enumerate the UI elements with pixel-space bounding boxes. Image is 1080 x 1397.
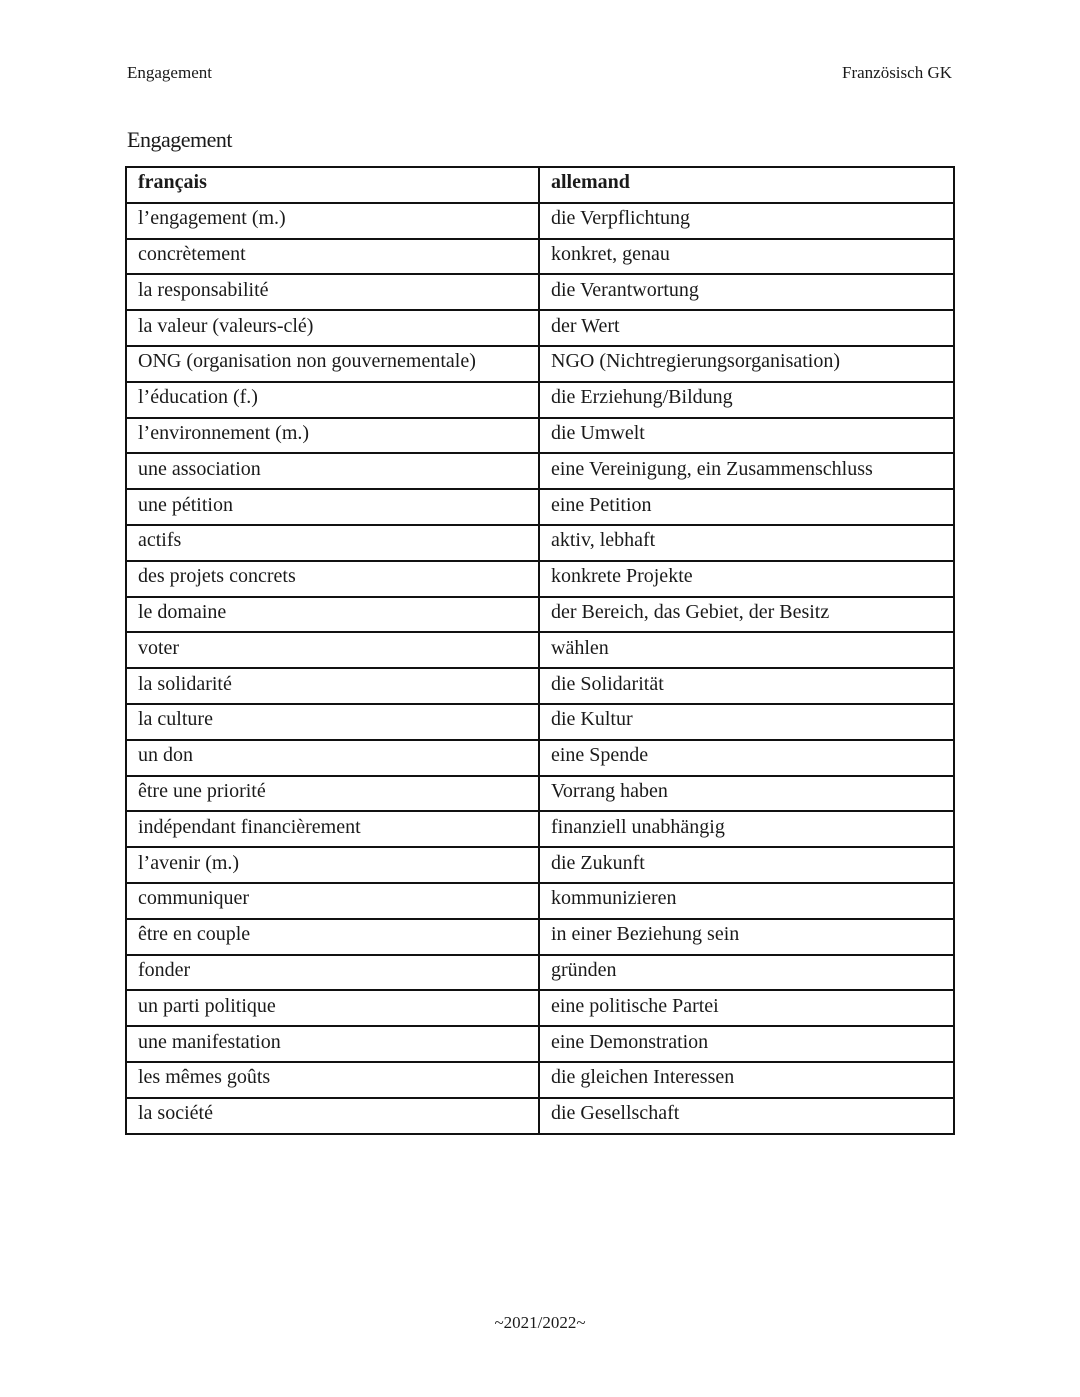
french-term: la société [126, 1098, 539, 1134]
table-row [126, 274, 954, 310]
german-translation: die Solidarität [539, 668, 954, 704]
french-term: être en couple [126, 919, 539, 955]
table-header-row [126, 167, 954, 203]
french-term: un parti politique [126, 990, 539, 1026]
table-row [126, 990, 954, 1026]
german-translation: eine Vereinigung, ein Zusammenschluss [539, 453, 954, 489]
french-term: des projets concrets [126, 561, 539, 597]
table-row [126, 346, 954, 382]
table-row [126, 1098, 954, 1134]
column-header-french: français [126, 167, 539, 203]
table-row [126, 632, 954, 668]
german-translation: wählen [539, 632, 954, 668]
german-translation: kommunizieren [539, 883, 954, 919]
table-row [126, 668, 954, 704]
french-term: communiquer [126, 883, 539, 919]
table-row [126, 239, 954, 275]
document-title: Engagement [127, 127, 232, 152]
german-translation: die gleichen Interessen [539, 1062, 954, 1098]
table-row [126, 203, 954, 239]
german-translation: Vorrang haben [539, 776, 954, 812]
french-term: le domaine [126, 597, 539, 633]
table-row [126, 740, 954, 776]
french-term: ONG (organisation non gouvernementale) [126, 346, 539, 382]
french-term: la valeur (valeurs-clé) [126, 310, 539, 346]
french-term: actifs [126, 525, 539, 561]
page-header-right: Französisch GK [841, 63, 952, 82]
vocabulary-table [125, 166, 955, 1135]
german-translation: die Verpflichtung [539, 203, 954, 239]
german-translation: eine Demonstration [539, 1026, 954, 1062]
table-row [126, 453, 954, 489]
table-row [126, 561, 954, 597]
table-row [126, 1026, 954, 1062]
german-translation: die Zukunft [539, 847, 954, 883]
table-row [126, 310, 954, 346]
german-translation: finanziell unabhängig [539, 811, 954, 847]
table-row [126, 382, 954, 418]
french-term: les mêmes goûts [126, 1062, 539, 1098]
french-term: une manifestation [126, 1026, 539, 1062]
german-translation: eine Spende [539, 740, 954, 776]
table-row [126, 418, 954, 454]
german-translation: gründen [539, 955, 954, 991]
table-row [126, 704, 954, 740]
german-translation: die Verantwortung [539, 274, 954, 310]
table-row [126, 811, 954, 847]
vocabulary-rows [126, 203, 954, 1134]
table-row [126, 955, 954, 991]
german-translation: eine Petition [539, 489, 954, 525]
german-translation: aktiv, lebhaft [539, 525, 954, 561]
french-term: indépendant financièrement [126, 811, 539, 847]
french-term: un don [126, 740, 539, 776]
table-row [126, 776, 954, 812]
german-translation: die Gesellschaft [539, 1098, 954, 1134]
german-translation: der Bereich, das Gebiet, der Besitz [539, 597, 954, 633]
german-translation: konkrete Projekte [539, 561, 954, 597]
french-term: être une priorité [126, 776, 539, 812]
german-translation: konkret, genau [539, 239, 954, 275]
table-row [126, 525, 954, 561]
german-translation: die Umwelt [539, 418, 954, 454]
page-footer: ~2021/2022~ [494, 1313, 586, 1332]
french-term: une association [126, 453, 539, 489]
german-translation: die Erziehung/Bildung [539, 382, 954, 418]
page-header-left: Engagement [127, 63, 212, 82]
french-term: une pétition [126, 489, 539, 525]
french-term: l’éducation (f.) [126, 382, 539, 418]
table-row [126, 1062, 954, 1098]
column-header-german: allemand [539, 167, 954, 203]
table-row [126, 847, 954, 883]
german-translation: der Wert [539, 310, 954, 346]
german-translation: NGO (Nichtregierungsorganisation) [539, 346, 954, 382]
table-row [126, 489, 954, 525]
french-term: l’engagement (m.) [126, 203, 539, 239]
french-term: l’avenir (m.) [126, 847, 539, 883]
french-term: voter [126, 632, 539, 668]
french-term: l’environnement (m.) [126, 418, 539, 454]
french-term: la responsabilité [126, 274, 539, 310]
german-translation: in einer Beziehung sein [539, 919, 954, 955]
german-translation: die Kultur [539, 704, 954, 740]
table-row [126, 919, 954, 955]
french-term: la culture [126, 704, 539, 740]
french-term: concrètement [126, 239, 539, 275]
table-row [126, 883, 954, 919]
french-term: fonder [126, 955, 539, 991]
german-translation: eine politische Partei [539, 990, 954, 1026]
table-row [126, 597, 954, 633]
french-term: la solidarité [126, 668, 539, 704]
